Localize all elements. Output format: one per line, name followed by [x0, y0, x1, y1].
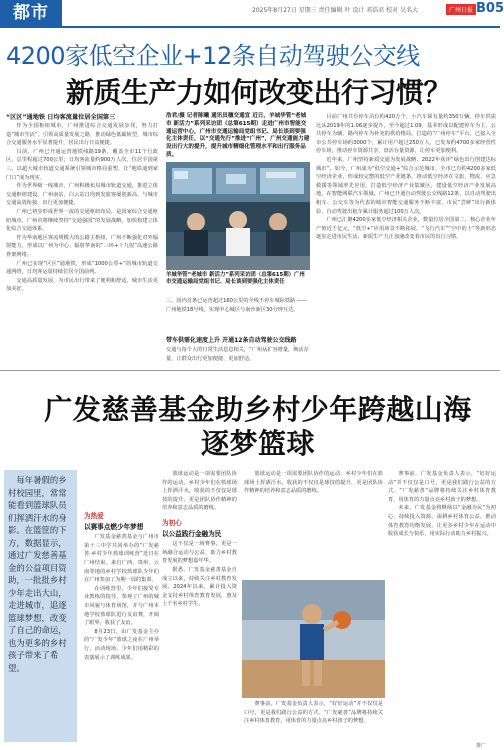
issue-meta: 2025年8月27日 星期三 责任编辑 叶 设计 邓浩君 校对 吴名大 — [252, 7, 419, 14]
article2-subhead-2b: 以公益践行金融为民 — [162, 529, 222, 538]
paragraph: 目前，广州已开通运营地铁线路19条，覆盖全市11个行政区，总里程超过700公里；日均客流量约900万人次，位居全国第三。以超大城市轨道交通系统引领城市格局重塑，让“地铁通到家门口”成为现实。 — [6, 148, 158, 181]
paragraph: 赛事前，广发基金负责人表示，“好好运动”并不仅仅是口号，更是我们践行公益的方式。“广发慈善”品牌将持续关注乡村体育教育，用体育的力量点亮乡村孩子的梦想。 — [244, 701, 383, 725]
paragraph: 近年来，广州坚持新质交通为发展战略，2022年获评“绿色出行创建达标城市”。如今，广州成为“低空交通+”综合示范城市，全市已有约4200多家低空经济企业，形成较完整的低空产业链条。推动低空经济在文旅、物流、应急救援等领域率先应用，打造低空经济产业集聚区，建设低空经济产业发展高地。在智能网联汽车领域，广州已开通自动驾驶公交线路12条，以自动驾驶出租车、公交车等为代表的城市智能交通服务不断丰富，市民“尝鲜”出行新体验，自动驾驶出租车累计服务超过100万人次。 — [316, 156, 496, 215]
photo-caption-top: 浩君/摄 记者陈曦 通讯员穗交通宣 近日，羊城华管“老城市 新活力”系列采访团（总第615期）走进广州市智能交通运营中心，广州市交通运输局党组书记、局长谈到要强化主体责任，以“交通先行”推进“广州”，广州交通能力建设出行大的提升，提升城市精细化管理水平和出行服务品质。 — [166, 113, 310, 158]
article2-column-5 — [388, 470, 496, 742]
article1-kicker: 4200家低空企业+12条自动驾驶公交线 — [6, 42, 420, 70]
article-divider — [0, 370, 500, 371]
paragraph: 广州已汇聚4200多家低空经济相关企业，数量位居全国第二，核心企业年产值近千亿元，“低空+”应用场景不断拓展，“飞行汽车”“空中的士”等新形态逐步走进市民生活，新质生产力正加速改变着市民的出行习惯。 — [316, 217, 496, 241]
paragraph: 赛事前，广发基金负责人表示，“好好运动”并不仅仅是口号，更是我们践行公益的方式。“广发慈善”品牌将持续关注乡村体育教育，用体育的力量点亮乡村孩子的梦想。 — [388, 471, 496, 503]
section-label: 都市 — [0, 0, 62, 26]
paragraph: 广州已初步形成世界一流的交通枢纽布局，是国家综合交通枢纽城市，广州市将继续坚持“交通强国”的发展战略，加快构建立体化综合交通体系。 — [6, 208, 158, 233]
paragraph: 广州已实现“区区”通地铁，形成“1000公里+”的城市轨道交通网络，日均客运量持续位居全国前列。 — [6, 260, 158, 276]
article2-column-4-lower — [244, 700, 383, 742]
footer-tag: 推广 — [476, 743, 487, 749]
paragraph: 作为华南地区客流规模大的公路主枢纽，广州不断强化对外辐射能力，形成以广州为中心、辐射华南的”三环+十九射”高速公路骨架网络。 — [6, 234, 158, 258]
article2-sidebar: 每年暑假的乡村校园里，常常能看到篮球队员们挥洒汗水的身影。在篮筐的下方，数据显示，通过广发慈善基金的公益项目资助，一批批乡村少年走出大山，走进城市，追逐篮球梦想，改变了自己的命运，也为更多的乡村孩子带来了希望。 — [4, 470, 77, 742]
header-rule — [0, 26, 500, 28]
article2-subhead-2: 为初心 — [162, 518, 182, 527]
paragraph: 作为全国枢纽城市，广州推进综合交通发展步伐，努力打造”城市生活”。引领高质量发展之路，推动绿色低碳转型，城市综合交通服务水平显著提升，居民出行日益便捷。 — [6, 123, 158, 147]
article1-column-1 — [6, 113, 158, 369]
article1-subhead-2: 带车供需化速度上升 开通12条自动驾驶公交线路 — [166, 337, 297, 344]
article1-column-3 — [316, 113, 496, 369]
page-header — [0, 0, 504, 26]
paragraph: 据悉，广发基金慈善基金自成立以来，持续关注乡村教育发展。2024年以来，累计投入资金支持乡村体育教育发展，惠及上千名乡村学生。 — [162, 566, 237, 608]
paragraph: 在训练营里，少年们接受专业教练的指导，参观了广州的城市风貌与体育场馆，并与广州本地学校篮球队进行友谊赛，开阔了眼界，收获了友谊。 — [84, 585, 159, 627]
paragraph: 交通与每个人的日常生活息息相关，“广州从扩容增量，焕活存量，让群众出行更加便捷、更加舒适。 — [166, 347, 309, 362]
article2-column-3 — [162, 470, 237, 742]
paragraph: 未来，广发基金将继续以“金融为民”为初心，持续投入资源，深耕乡村体育公益，推动体育教育均衡发展，让更多乡村少年在运动中收获成长与快乐，用实际行动助力乡村振兴。 — [388, 505, 496, 538]
paragraph: 目前广州共有停车泊位约420万个，小汽车保有量约350万辆。停车供需比从2019年的1.06逐步提升，至今超过1.09，基本形成以配建停车为主、公共停车为辅、路内停车为补充的供给格局。打造的“广州停车”平台，已接入全市公共停车场约3000个，累计用户超过250万人，已发布约4700多家经营性停车场。推动停车资源共享，盘活存量资源，让停车更加便利。 — [316, 114, 496, 155]
article2-headline-line2: 逐梦篮球 — [200, 427, 315, 460]
paragraph: 篮球运动是一项需要团队协作的运动，乡村少年们在篮球场上挥洒汗水，收获的不仅仅是球技的提升，更是团队协作精神的培养和意志品质的磨练。 — [244, 471, 383, 495]
paragraph: 三，国内首条已运营超过160公里的全线不停车城际铁路 —— 广州地铁18号线，实现中心城区与南沙新区30分钟互达。 — [166, 298, 308, 313]
article1-subhead: “区区”通地铁 日均客流量位居全国第三 — [6, 114, 116, 121]
article2-column-2 — [84, 512, 159, 742]
article2-subhead: 为热爱 — [84, 512, 104, 520]
paragraph: 交通高质量发展，为市民出行带来了便利和舒适，城市生活更加美好。 — [6, 277, 158, 293]
paragraph: 这不仅是一场赛事，更是一场融合运动与公益、助力乡村教育发展的梦想嘉年华。 — [162, 541, 237, 565]
article2-headline — [38, 393, 478, 461]
editor-tag: 广州日报 — [446, 4, 476, 15]
paragraph: 广发基金慈善基金与广州市第十三中学共同举办的“广发慈善·乡村少年篮球训练营”近日在广州结束。来自广西、贵州、云南等地的乡村学校篮球队少年们在广州参加了为期一周的集训。 — [84, 534, 159, 584]
paragraph: 篮球运动是一项需要团队协作的运动，乡村少年们在篮球场上挥洒汗水，收获的不仅仅是球技的提升，更是团队协作精神的培养和意志品质的磨练。 — [162, 471, 237, 512]
photo-caption-bottom: 羊城华管“老城市 新活力”系列采访团（总第615期）广州市交通运输局党组书记、局长谈到要强化主体责任 — [166, 272, 305, 286]
basketball-photo — [242, 580, 385, 698]
article1-headline: 新质生产力如何改变出行习惯？ — [66, 76, 452, 109]
article2-headline-line1: 广发慈善基金助乡村少年跨越山海 — [44, 393, 472, 426]
paragraph: 作为世界级一线城市，广州积极布局城市轨道交通，推进立体交通枢纽建设。广州南站、白云站日均到发旅客屡创新高，与城市交通高效衔接，出行更加便捷。 — [6, 183, 158, 207]
page-number: B05 — [476, 1, 504, 16]
paragraph: 8月23日，由广发基金主办的“广发少年”篮球之夜在广州举行，活动现场，少年们用精彩的表演展示了训练成果。 — [84, 628, 159, 661]
article2-subhead-b: 以赛事点燃少年梦想 — [84, 522, 144, 531]
article2-column-4 — [244, 470, 383, 578]
control-room-photo — [166, 162, 310, 270]
